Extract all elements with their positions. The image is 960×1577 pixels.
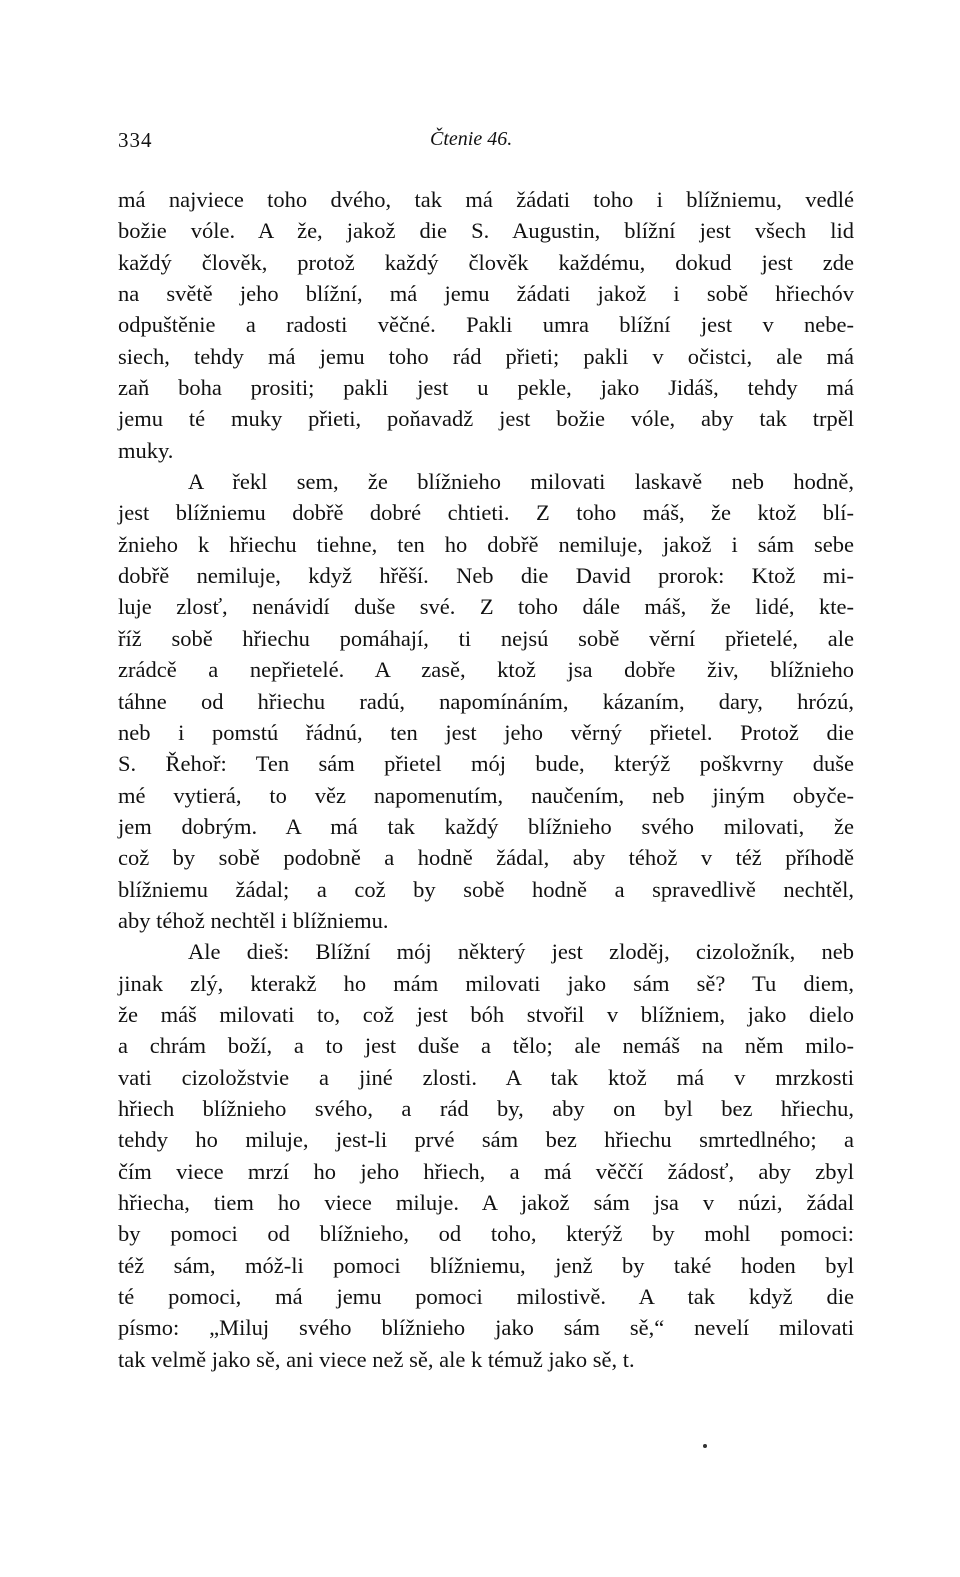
text-line: což by sobě podobně a hodně žádal, aby téhož v též příhodě xyxy=(118,845,854,871)
text-line: hřiech blížnieho svého, a rád by, aby on byl bez hřiechu, xyxy=(118,1095,854,1121)
text-line: též sám, móž-li pomoci blížniemu, jenž by také hoden byl xyxy=(118,1252,854,1278)
text-line: na světě jeho blížní, má jemu žádati jakož i sobě hřiechóv xyxy=(118,281,854,307)
page-header xyxy=(118,128,842,158)
text-line: žnieho k hřiechu tiehne, ten ho dobřě nemiluje, jakož i sám sebe xyxy=(118,531,854,557)
running-head: Čtenie 46. xyxy=(430,128,513,150)
text-line: jest blížniemu dobřě dobré chtieti. Z toho máš, že ktož blí- xyxy=(118,500,854,526)
text-line: a chrám boží, a to jest duše a tělo; ale nemáš na něm milo- xyxy=(118,1033,854,1059)
text-line: že máš milovati to, což jest bóh stvořil v blížniem, jako dielo xyxy=(118,1001,854,1027)
page-number: 334 xyxy=(118,128,153,152)
text-line: říž sobě hřiechu pomáhají, ti nejsú sobě věrní přietelé, ale xyxy=(118,625,854,651)
text-line: hřiecha, tiem ho viece miluje. A jakož sám jsa v núzi, žádal xyxy=(118,1190,854,1215)
text-line: jem dobrým. A má tak každý blížnieho svého milovati, že xyxy=(118,813,854,839)
text-line: blížniemu žádal; a což by sobě hodně a spravedlivě nechtěl, xyxy=(118,876,854,902)
text-line: má najviece toho dvého, tak má žádati toho i blížniemu, vedlé xyxy=(118,187,854,212)
text-line: tehdy ho miluje, jest-li prvé sám bez hřiechu smrtedlného; a xyxy=(118,1127,854,1153)
text-line: aby téhož nechtěl i blížniemu. xyxy=(118,907,389,933)
text-line: mé vytierá, to věz napomenutím, naučením, neb jiným obyče- xyxy=(118,782,854,808)
text-line: vati cizoložstvie a jiné zlosti. A tak ktož má v mrzkosti xyxy=(118,1064,854,1090)
text-line: odpuštěnie a radosti věčné. Pakli umra blížní jest v nebe- xyxy=(118,312,854,338)
text-line: Ale dieš: Blížní mój některý jest zloděj, cizoložník, neb xyxy=(188,939,854,965)
text-line: té pomoci, má jemu pomoci milostivě. A tak když die xyxy=(118,1284,854,1310)
text-line: božie vóle. A že, jakož die S. Augustin, blížní jest všech lid xyxy=(118,218,854,244)
text-line: tak velmě jako sě, ani viece než sě, ale k témuž jako sě, t. xyxy=(118,1346,635,1372)
text-line: písmo: „Miluj svého blížnieho jako sám sě,“ nevelí milovati xyxy=(118,1315,854,1341)
text-line: muky. xyxy=(118,437,174,463)
text-line: siech, tehdy má jemu toho rád přieti; pakli v očistci, ale má xyxy=(118,343,854,369)
text-line: táhne od hřiechu radú, napomínáním, kázaním, dary, hrózú, xyxy=(118,688,854,714)
text-line: A řekl sem, že blížnieho milovati laskavě neb hodně, xyxy=(188,469,854,495)
body-text xyxy=(118,184,854,1375)
text-line: dobřě nemiluje, když hřěší. Neb die David prorok: Ktož mi- xyxy=(118,563,854,589)
text-line: S. Řehoř: Ten sám přietel mój bude, kterýž poškvrny duše xyxy=(118,751,854,777)
text-line: neb i pomstú řádnú, ten jest jeho věrný přietel. Protož die xyxy=(118,719,854,745)
text-line: zaň boha prositi; pakli jest u pekle, jako Jidáš, tehdy má xyxy=(118,375,854,401)
text-line: zrádcě a nepřietelé. A zasě, ktož jsa dobře živ, blížnieho xyxy=(118,657,854,683)
text-line: by pomoci od blížnieho, od toho, kterýž by mohl pomoci: xyxy=(118,1221,854,1247)
text-line: čím viece mrzí ho jeho hřiech, a má věččí žádosť, aby zbyl xyxy=(118,1158,854,1184)
text-line: každý člověk, protož každý člověk každému, dokud jest zde xyxy=(118,249,854,275)
text-line: jinak zlý, kterakž ho mám milovati jako sám sě? Tu diem, xyxy=(118,970,854,996)
text-line: luje zlosť, nenávidí duše své. Z toho dále máš, že lidé, kte- xyxy=(118,594,854,620)
text-line: jemu té muky přieti, poňavadž jest božie vóle, aby tak trpěl xyxy=(118,406,854,432)
print-speck xyxy=(703,1444,707,1448)
